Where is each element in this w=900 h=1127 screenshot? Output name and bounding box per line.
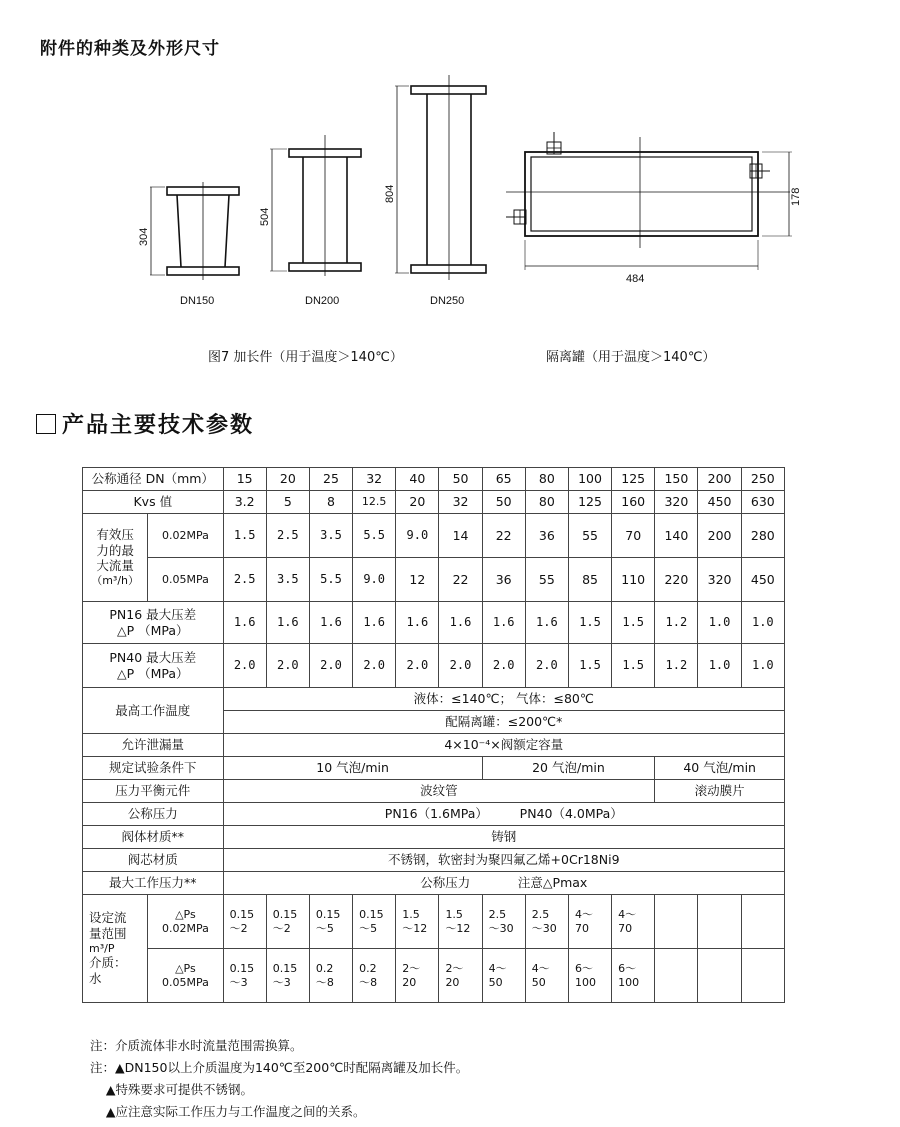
- range-cell-top: 2～: [402, 961, 421, 975]
- range-label-line: 介质：: [89, 955, 127, 971]
- range-cell-empty: [741, 895, 784, 949]
- range-cell-top: 1.5: [402, 907, 420, 921]
- range-cell-top: 0.15: [272, 907, 298, 921]
- extension-piece-dn250: [395, 75, 486, 280]
- range-cell-top: 0.2: [359, 961, 377, 975]
- section-title-accessories: 附件的种类及外形尺寸: [40, 39, 220, 59]
- row-label-pn40: [83, 644, 224, 688]
- range-cell-top: 2.5: [531, 907, 550, 921]
- note-line: 注：介质流体非水时流量范围需换算。: [90, 1038, 303, 1053]
- range-cell-top: 1.5: [445, 907, 463, 921]
- table-row-maxtemp-1: [83, 688, 785, 711]
- flow-cell: 5.5: [353, 514, 396, 558]
- extension-piece-dn150: [150, 182, 239, 280]
- range-cell: [396, 895, 439, 949]
- range-label-line: 设定流: [89, 910, 127, 926]
- range-cell-empty: [698, 949, 741, 1003]
- note-line: ▲特殊要求可提供不锈钢。: [90, 1082, 254, 1097]
- range-cell-bottom: ～2: [229, 921, 248, 935]
- flow-cell: 140: [655, 514, 698, 558]
- test-value-3: 40 气泡/min: [655, 757, 785, 780]
- range-cell-empty: [698, 895, 741, 949]
- flow-cell: 9.0: [353, 558, 396, 602]
- range-cell-empty: [655, 949, 698, 1003]
- pn40-cell: 2.0: [439, 644, 482, 688]
- range-cell-bottom: ～8: [359, 975, 378, 989]
- flow-cell: 2.5: [223, 558, 266, 602]
- maxflow-line: 大流量: [96, 558, 134, 574]
- table-row-flow-005: [83, 558, 785, 602]
- range-cell-top: 0.15: [359, 907, 384, 921]
- flow-cell: 450: [741, 558, 784, 602]
- range-cell: [439, 949, 482, 1003]
- flow-cell: 36: [482, 558, 525, 602]
- pn16-cell: 1.0: [698, 602, 741, 644]
- note-line: ▲应注意实际工作压力与工作温度之间的关系。: [90, 1104, 366, 1119]
- dn-cell: 65: [482, 468, 525, 491]
- range-cell: [353, 949, 396, 1003]
- maxflow-line: （m³/h）: [91, 574, 140, 588]
- pn16-cell: 1.6: [266, 602, 309, 644]
- range-cell: [525, 895, 568, 949]
- range-cell-top: 4～: [531, 961, 550, 975]
- balance-value-1: 波纹管: [223, 780, 655, 803]
- range-ps-line: △Ps: [175, 907, 196, 921]
- dim-tank-height: 178: [790, 187, 802, 206]
- maxflow-line: 有效压: [96, 527, 134, 543]
- pn16-cell: 1.6: [223, 602, 266, 644]
- kvs-cell: 450: [698, 491, 741, 514]
- dn-cell: 20: [266, 468, 309, 491]
- leak-value: 4×10⁻⁴×阀额定容量: [223, 734, 784, 757]
- kvs-cell: 160: [612, 491, 655, 514]
- range-cell: [482, 949, 525, 1003]
- range-cell: [439, 895, 482, 949]
- dn-cell: 150: [655, 468, 698, 491]
- pn40-cell: 1.2: [655, 644, 698, 688]
- range-ps-label: [148, 949, 223, 1003]
- maxflow-line: 力的最: [96, 542, 134, 558]
- table-row-leak: [83, 734, 785, 757]
- range-ps-line: △Ps: [175, 961, 196, 975]
- row-label-maxflow: [83, 514, 148, 602]
- range-cell-bottom: 100: [618, 975, 640, 989]
- flow-cell: 55: [568, 514, 611, 558]
- pn16-cell: 1.6: [396, 602, 439, 644]
- range-cell-bottom: ～30: [488, 921, 514, 935]
- pn16-cell: 1.5: [612, 602, 655, 644]
- spec-table: [82, 467, 785, 1003]
- extension-piece-dn200: [270, 135, 361, 276]
- range-cell-top: 2～: [445, 961, 464, 975]
- row-label-maxtemp: 最高工作温度: [83, 688, 224, 734]
- pn16-cell: 1.6: [482, 602, 525, 644]
- range-cell-top: 6～: [574, 961, 593, 975]
- range-cell-top: 0.2: [315, 961, 334, 975]
- range-cell-bottom: 100: [574, 975, 596, 989]
- dn-cell: 200: [698, 468, 741, 491]
- row-label-dn: 公称通径 DN（mm）: [83, 468, 224, 491]
- row-label-body: 阀体材质**: [83, 826, 224, 849]
- row-label-pn16: [83, 602, 224, 644]
- kvs-cell: 80: [525, 491, 568, 514]
- pn40-cell: 1.5: [568, 644, 611, 688]
- pn40-cell: 2.0: [396, 644, 439, 688]
- range-cell-bottom: ～12: [445, 921, 471, 935]
- row-label-balance: 压力平衡元件: [83, 780, 224, 803]
- range-cell-top: 0.15: [229, 907, 255, 921]
- dim-dn250: 804: [384, 184, 396, 203]
- section-title-specs-text: 产品主要技术参数: [62, 413, 255, 438]
- range-cell: [266, 895, 309, 949]
- kvs-cell: 8: [309, 491, 352, 514]
- kvs-cell: 5: [266, 491, 309, 514]
- range-label-line: 水: [89, 971, 102, 986]
- range-cell-top: 4～: [618, 907, 637, 921]
- flow-cell: 14: [439, 514, 482, 558]
- range-cell-bottom: 70: [574, 921, 589, 935]
- test-value-1: 10 气泡/min: [223, 757, 482, 780]
- pn16-cell: 1.5: [568, 602, 611, 644]
- pn16-label-line: △P （MPa）: [117, 622, 189, 638]
- np-value: PN16（1.6MPa） PN40（4.0MPa）: [223, 803, 784, 826]
- table-row-flow-002: [83, 514, 785, 558]
- table-row-pn40: [83, 644, 785, 688]
- dn-cell: 100: [568, 468, 611, 491]
- dn-cell: 50: [439, 468, 482, 491]
- dn-cell: 25: [309, 468, 352, 491]
- range-cell-top: 4～: [488, 961, 507, 975]
- flow-cell: 1.5: [223, 514, 266, 558]
- checkbox-square-icon: [36, 414, 56, 434]
- flow-cell: 320: [698, 558, 741, 602]
- maxtemp-value-2: 配隔离罐：≤200℃*: [223, 711, 784, 734]
- dim-dn200: 504: [259, 207, 271, 226]
- pn16-cell: 1.6: [439, 602, 482, 644]
- note-line: 注：▲DN150以上介质温度为140℃至200℃时配隔离罐及加长件。: [90, 1060, 469, 1075]
- range-cell-empty: [741, 949, 784, 1003]
- label-dn150: DN150: [180, 295, 215, 307]
- pn40-cell: 2.0: [482, 644, 525, 688]
- row-label-range: [83, 895, 148, 1003]
- flow-cell: 3.5: [266, 558, 309, 602]
- range-cell-bottom: 20: [445, 975, 460, 989]
- kvs-cell: 20: [396, 491, 439, 514]
- range-cell-top: 0.15: [229, 961, 255, 975]
- range-cell-top: 2.5: [488, 907, 507, 921]
- range-cell: [223, 895, 266, 949]
- row-label-np: 公称压力: [83, 803, 224, 826]
- pressure-label: 0.05MPa: [148, 558, 223, 602]
- kvs-cell: 3.2: [223, 491, 266, 514]
- kvs-cell: 12.5: [353, 491, 396, 514]
- range-cell: [223, 949, 266, 1003]
- kvs-cell: 125: [568, 491, 611, 514]
- table-row-kvs: [83, 491, 785, 514]
- pn40-cell: 2.0: [309, 644, 352, 688]
- flow-cell: 22: [482, 514, 525, 558]
- row-label-test: 规定试验条件下: [83, 757, 224, 780]
- kvs-cell: 320: [655, 491, 698, 514]
- range-cell-top: 6～: [618, 961, 637, 975]
- pn40-cell: 1.5: [612, 644, 655, 688]
- range-cell-top: 0.15: [272, 961, 298, 975]
- range-cell: [482, 895, 525, 949]
- isolation-tank: [506, 132, 792, 270]
- range-cell-bottom: 50: [531, 975, 546, 989]
- range-label-line: 量范围: [89, 926, 127, 941]
- range-cell-bottom: 20: [402, 975, 417, 989]
- range-cell-top: 0.15: [315, 907, 341, 921]
- flow-cell: 220: [655, 558, 698, 602]
- range-cell-bottom: ～2: [272, 921, 291, 935]
- pn16-cell: 1.6: [525, 602, 568, 644]
- kvs-cell: 50: [482, 491, 525, 514]
- range-cell-bottom: 50: [488, 975, 503, 989]
- range-cell-bottom: ～5: [315, 921, 334, 935]
- flow-cell: 36: [525, 514, 568, 558]
- flow-cell: 280: [741, 514, 784, 558]
- maxtemp-value-1: 液体：≤140℃； 气体：≤80℃: [223, 688, 784, 711]
- pn40-cell: 2.0: [353, 644, 396, 688]
- range-ps-line: 0.05MPa: [161, 975, 209, 989]
- range-ps-line: 0.02MPa: [161, 921, 209, 935]
- flow-cell: 3.5: [309, 514, 352, 558]
- pn40-cell: 1.0: [698, 644, 741, 688]
- range-cell-bottom: ～30: [531, 921, 557, 935]
- table-row-core: [83, 849, 785, 872]
- flow-cell: 9.0: [396, 514, 439, 558]
- table-row-maxwp: [83, 872, 785, 895]
- label-dn200: DN200: [305, 295, 340, 307]
- dn-cell: 15: [223, 468, 266, 491]
- table-row-range-1: [83, 895, 785, 949]
- flow-cell: 55: [525, 558, 568, 602]
- flow-cell: 2.5: [266, 514, 309, 558]
- table-row-test: [83, 757, 785, 780]
- balance-value-2: 滚动膜片: [655, 780, 785, 803]
- caption-isolation-tank: 隔离罐（用于温度＞140℃）: [546, 350, 716, 365]
- pn40-cell: 1.0: [741, 644, 784, 688]
- row-label-maxwp: 最大工作压力**: [83, 872, 224, 895]
- range-cell-bottom: ～8: [315, 975, 334, 989]
- range-label-line: m³/P: [89, 941, 115, 955]
- range-cell-bottom: ～5: [359, 921, 378, 935]
- pn16-cell: 1.2: [655, 602, 698, 644]
- pn40-cell: 2.0: [525, 644, 568, 688]
- range-cell: [309, 949, 352, 1003]
- pn40-label-line: PN40 最大压差: [109, 649, 197, 665]
- range-cell-empty: [655, 895, 698, 949]
- kvs-cell: 32: [439, 491, 482, 514]
- pn16-cell: 1.0: [741, 602, 784, 644]
- row-label-leak: 允许泄漏量: [83, 734, 224, 757]
- notes: [90, 1035, 468, 1123]
- range-cell-bottom: ～3: [229, 975, 248, 989]
- dn-cell: 250: [741, 468, 784, 491]
- accessories-figure: [0, 70, 900, 370]
- body-value: 铸钢: [223, 826, 784, 849]
- table-row-dn: [83, 468, 785, 491]
- caption-extension-piece: 图7 加长件（用于温度＞140℃）: [208, 350, 403, 365]
- pn40-cell: 2.0: [266, 644, 309, 688]
- flow-cell: 5.5: [309, 558, 352, 602]
- range-cell-bottom: 70: [618, 921, 633, 935]
- range-ps-label: [148, 895, 223, 949]
- range-cell: [568, 895, 611, 949]
- core-value: 不锈钢，软密封为聚四氟乙烯+0Cr18Ni9: [223, 849, 784, 872]
- range-cell: [266, 949, 309, 1003]
- pn16-cell: 1.6: [353, 602, 396, 644]
- section-title-specs: [36, 408, 254, 439]
- dim-dn150: 304: [138, 227, 150, 246]
- kvs-cell: 630: [741, 491, 784, 514]
- table-row-np: [83, 803, 785, 826]
- flow-cell: 200: [698, 514, 741, 558]
- table-row-range-2: [83, 949, 785, 1003]
- range-cell: [612, 895, 655, 949]
- flow-cell: 85: [568, 558, 611, 602]
- pn40-cell: 2.0: [223, 644, 266, 688]
- pressure-label: 0.02MPa: [148, 514, 223, 558]
- flow-cell: 12: [396, 558, 439, 602]
- range-cell: [309, 895, 352, 949]
- test-value-2: 20 气泡/min: [482, 757, 655, 780]
- range-cell-bottom: ～12: [402, 921, 428, 935]
- table-row-body: [83, 826, 785, 849]
- flow-cell: 22: [439, 558, 482, 602]
- range-cell: [353, 895, 396, 949]
- pn16-label-line: PN16 最大压差: [109, 606, 197, 622]
- range-cell: [612, 949, 655, 1003]
- range-cell: [396, 949, 439, 1003]
- pn40-label-line: △P （MPa）: [117, 665, 189, 681]
- range-cell-top: 4～: [574, 907, 593, 921]
- row-label-kvs: Kvs 值: [83, 491, 224, 514]
- dim-tank-width: 484: [626, 273, 645, 285]
- flow-cell: 110: [612, 558, 655, 602]
- row-label-core: 阀芯材质: [83, 849, 224, 872]
- dn-cell: 125: [612, 468, 655, 491]
- dn-cell: 80: [525, 468, 568, 491]
- range-cell: [525, 949, 568, 1003]
- maxwp-value: 公称压力 注意△Pmax: [223, 872, 784, 895]
- range-cell-bottom: ～3: [272, 975, 291, 989]
- dn-cell: 40: [396, 468, 439, 491]
- table-row-balance: [83, 780, 785, 803]
- table-row-pn16: [83, 602, 785, 644]
- range-cell: [568, 949, 611, 1003]
- flow-cell: 70: [612, 514, 655, 558]
- dn-cell: 32: [353, 468, 396, 491]
- pn16-cell: 1.6: [309, 602, 352, 644]
- label-dn250: DN250: [430, 295, 465, 307]
